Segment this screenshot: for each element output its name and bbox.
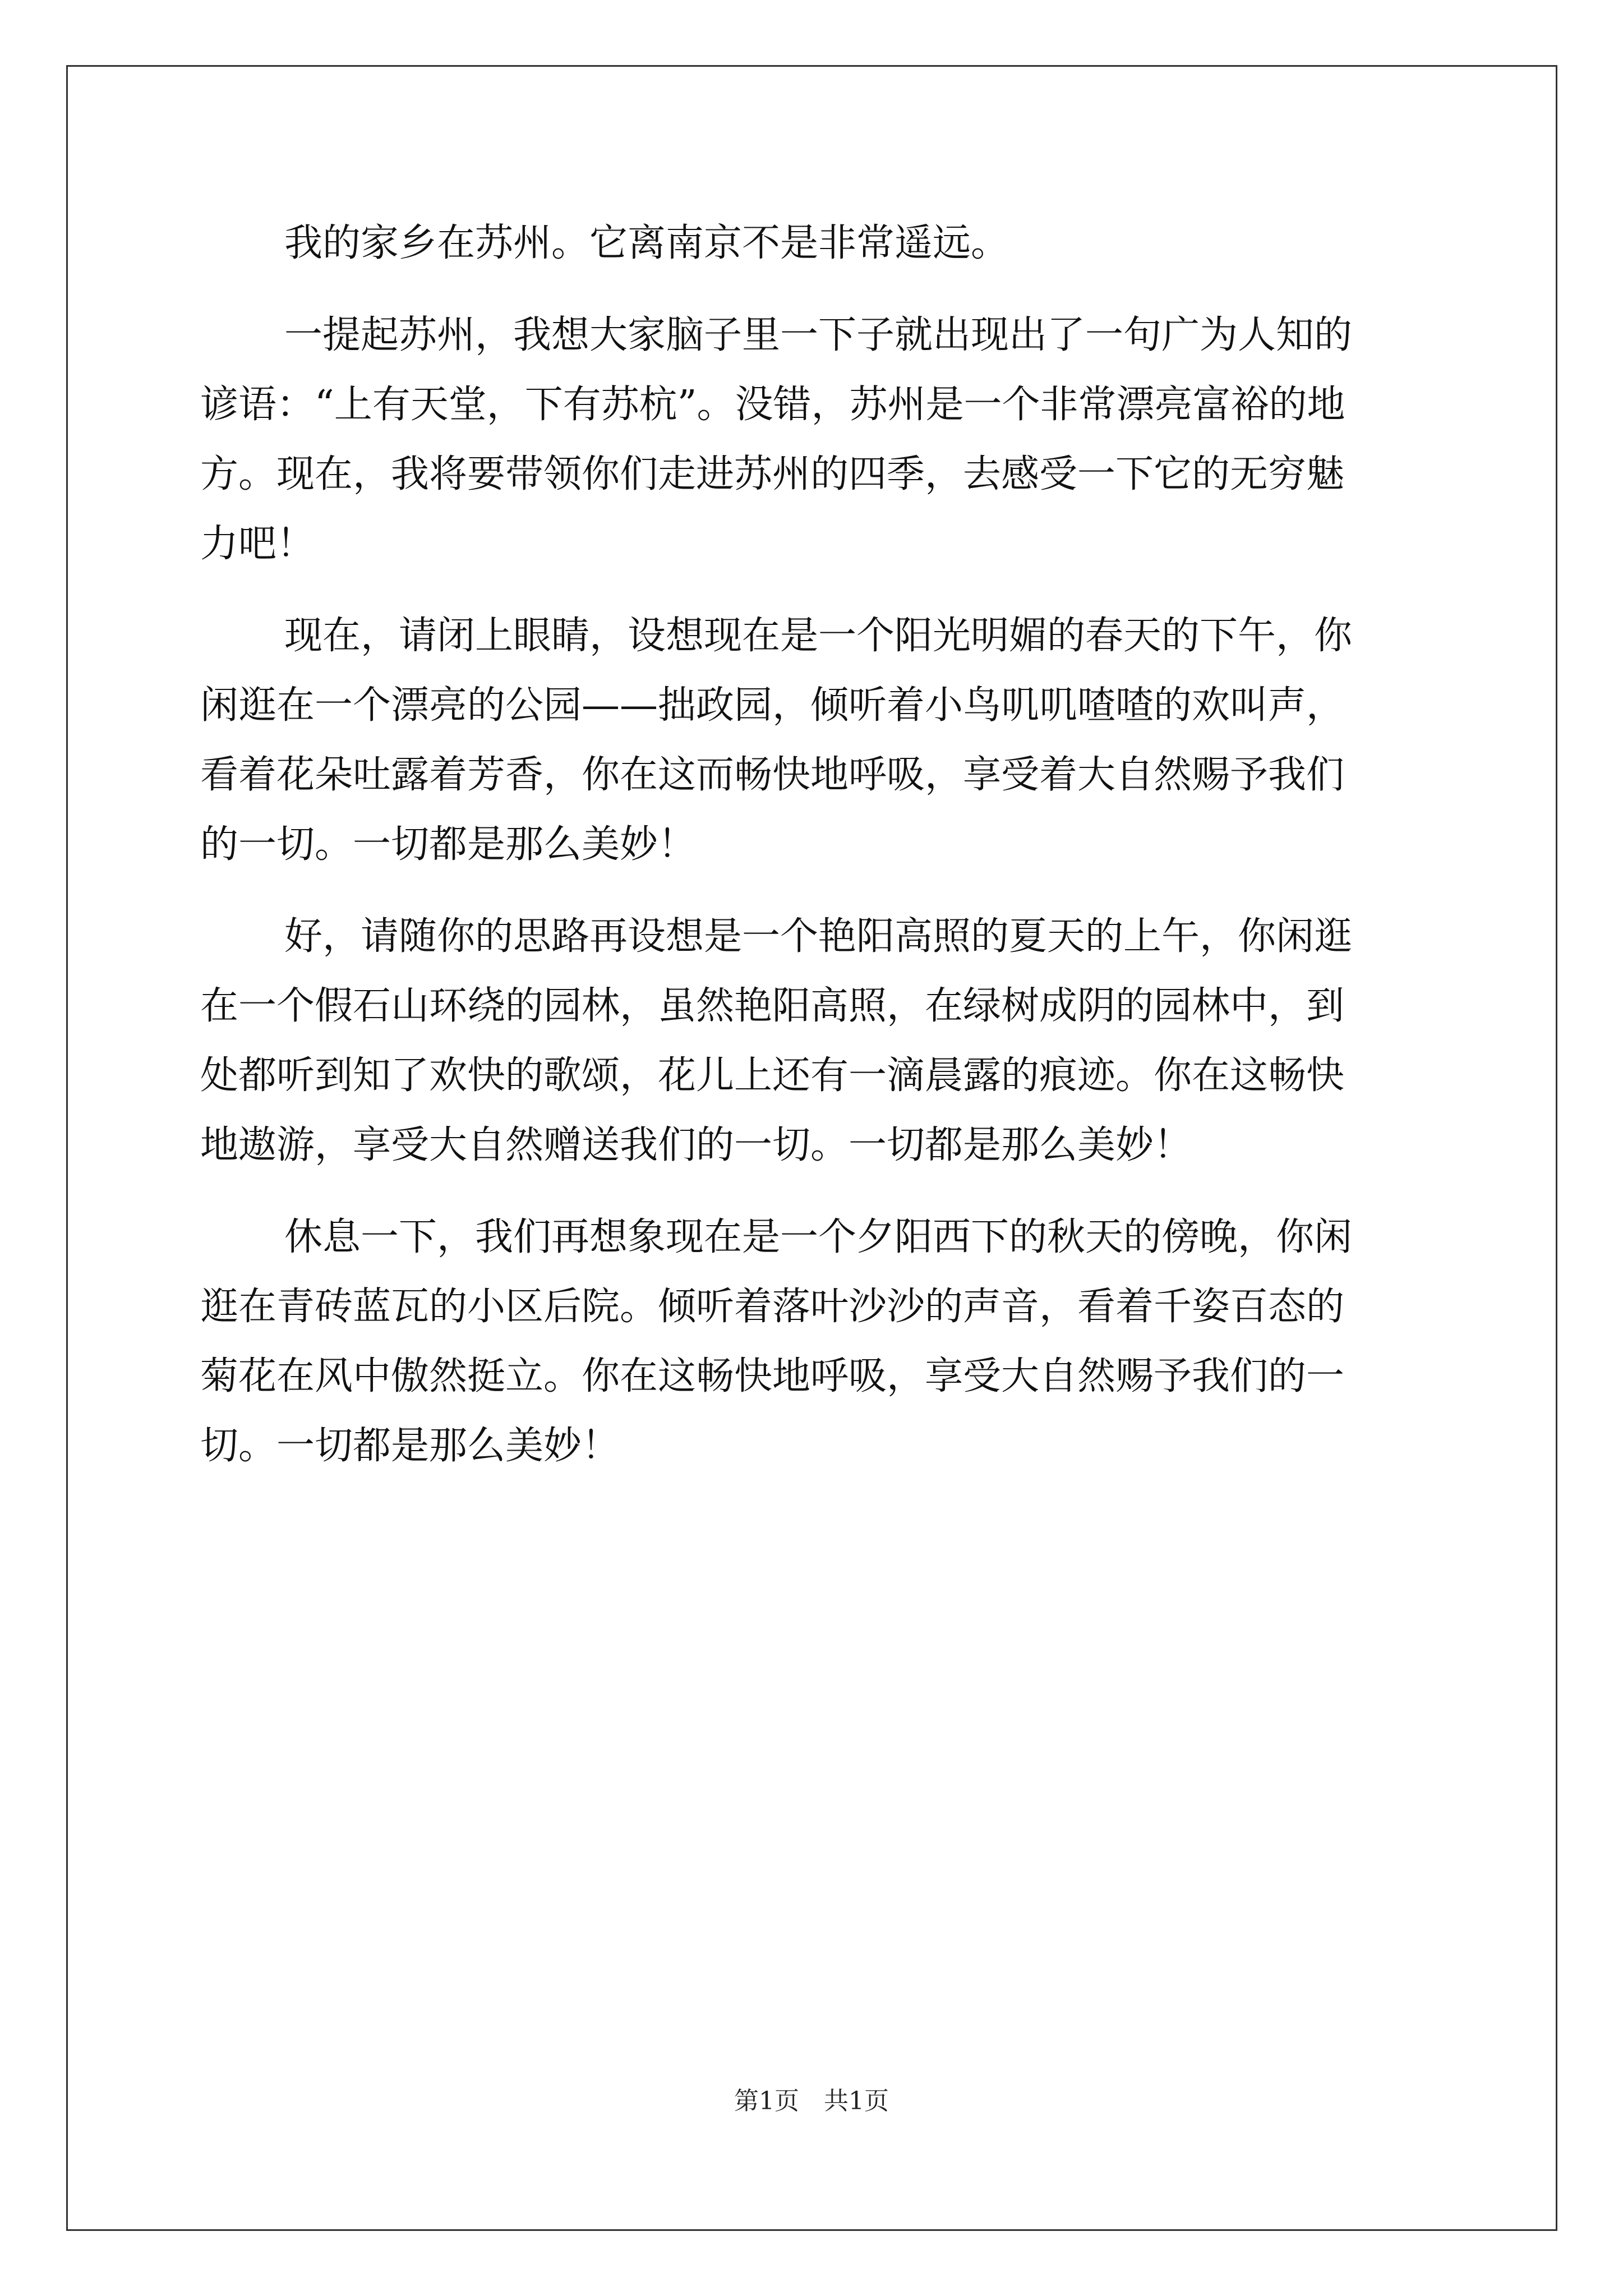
paragraph-5	[200, 1203, 1424, 1481]
text-line: 的一切。一切都是那么美妙！	[200, 822, 697, 867]
text-line: 处都听到知了欢快的歌颂，花儿上还有一滴晨露的痕迹。你在这畅快	[200, 1053, 1345, 1098]
text-line: 我的家乡在苏州。它离南京不是非常遥远。	[284, 221, 1009, 265]
text-line: 在一个假石山环绕的园林，虽然艳阳高照，在绿树成阴的园林中，到	[200, 984, 1345, 1028]
page-number: 第1页	[734, 2087, 799, 2115]
page-total: 共1页	[824, 2087, 889, 2115]
text-line: 谚语：“上有天堂，下有苏杭”。没错，苏州是一个非常漂亮富裕的地	[200, 383, 1345, 427]
document-body	[200, 209, 1424, 1503]
page-footer	[0, 2085, 1623, 2118]
text-line: 一提起苏州，我想大家脑子里一下子就出现出了一句广为人知的	[284, 313, 1353, 357]
paragraph-1	[200, 209, 1424, 278]
text-line: 地遨游，享受大自然赠送我们的一切。一切都是那么美妙！	[200, 1123, 1192, 1167]
text-line: 现在，请闭上眼睛，设想现在是一个阳光明媚的春天的下午，你	[284, 614, 1353, 658]
paragraph-4	[200, 902, 1424, 1180]
text-line: 逛在青砖蓝瓦的小区后院。倾听着落叶沙沙的声音，看着千姿百态的	[200, 1285, 1345, 1329]
text-line: 切。一切都是那么美妙！	[200, 1424, 620, 1468]
paragraph-3	[200, 601, 1424, 880]
text-line: 力吧！	[200, 522, 315, 566]
text-line: 好，请随你的思路再设想是一个艳阳高照的夏天的上午，你闲逛	[284, 914, 1353, 959]
text-line: 方。现在，我将要带领你们走进苏州的四季，去感受一下它的无穷魅	[200, 452, 1345, 496]
text-line: 看着花朵吐露着芳香，你在这而畅快地呼吸，享受着大自然赐予我们	[200, 753, 1345, 797]
text-line: 闲逛在一个漂亮的公园——拙政园，倾听着小鸟叽叽喳喳的欢叫声，	[200, 683, 1345, 728]
text-line: 菊花在风中傲然挺立。你在这畅快地呼吸，享受大自然赐予我们的一	[200, 1354, 1345, 1398]
paragraph-2	[200, 301, 1424, 579]
text-line: 休息一下，我们再想象现在是一个夕阳西下的秋天的傍晚，你闲	[284, 1215, 1353, 1259]
